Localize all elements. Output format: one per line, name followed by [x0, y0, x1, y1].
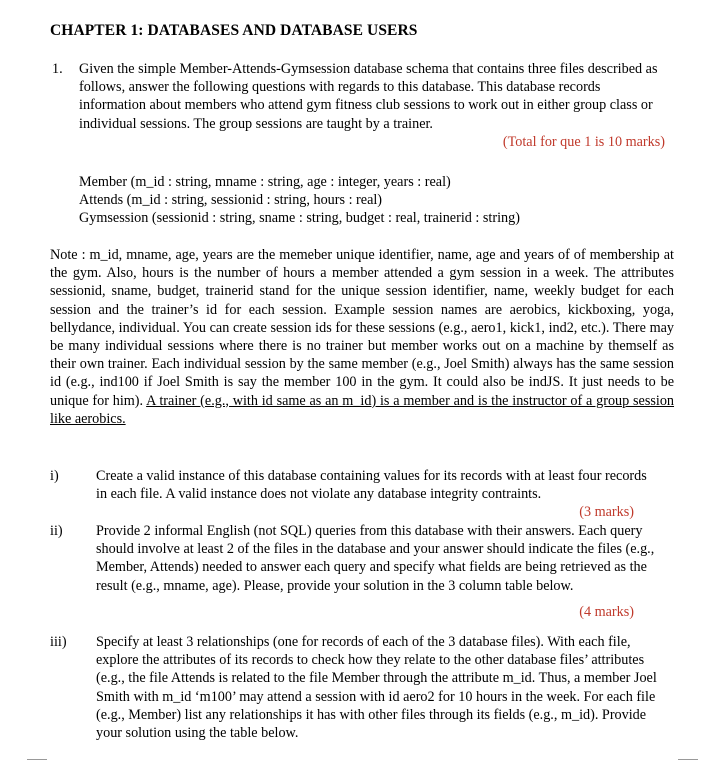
- table-edge-left: [27, 759, 47, 760]
- sub-question-text: Specify at least 3 relationships (one for records of each of the 3 database files). With each file, explore the attributes of its records to check how they relate to the other database files’ attributes (e.g., the file Attends is related to the file Member through the attribute m_id. Thus, a member Joel Smith with m_id ‘m100’ may attend a session with id aero2 for 10 hours in the week. For each file (e.g., Member) list any relationships it has with other files through its fields (e.g., m_id). Provide your solution using the table below.: [96, 634, 657, 742]
- sub-question-i: [50, 467, 662, 522]
- note-paragraph: [50, 246, 674, 428]
- chapter-title: CHAPTER 1: DATABASES AND DATABASE USERS: [50, 22, 418, 39]
- sub-question-text: Create a valid instance of this database containing values for its records with at least four records in each file. A valid instance does not violate any database integrity contraints.: [96, 468, 647, 503]
- table-edge-right: [678, 759, 698, 760]
- question-number: 1.: [52, 61, 63, 77]
- question-1: [52, 60, 692, 151]
- sub-question-text: Provide 2 informal English (not SQL) queries from this database with their answers. Each query should involve at least 2 of the files in the database and your answer should indicate the files (e.g., Member, Attends) needed to answer each query and specify what fields are being retrieved as the result (e.g., mname, age). Please, provide your solution in the 3 column table below.: [96, 523, 655, 594]
- note-trainer-text: A trainer (e.g., with id same as an m_id) is a member and is the instructor of a group session like aerobics.: [50, 392, 675, 427]
- schema-definition: [79, 173, 520, 228]
- sub-question-number: i): [50, 468, 59, 484]
- sub-question-ii: [50, 522, 662, 621]
- schema-gymsession: Gymsession (sessionid : string, sname : string, budget : real, trainerid : string): [79, 210, 520, 227]
- sub-question-number: ii): [50, 523, 63, 539]
- sub-question-number: iii): [50, 634, 67, 650]
- schema-member: Member (m_id : string, mname : string, age : integer, years : real): [79, 174, 451, 190]
- sub-question-iii: [50, 633, 662, 742]
- note-text: Note : m_id, mname, age, years are the memeber unique identifier, name, age and years of of membership at the gym. Also, hours is the number of hours a member attended a gym session in a week. The attributes sessionid, sname, budget, trainerid stand for the unique session identifier, name, weekly budget for each session and the trainer’s id for each session. Example session names are aerobics, kickboxing, yoga, bellydance, individual. You can create session ids for these sessions (e.g., aero1, kick1, ind2, etc.). There may be many individual sessions where there is no trainer but member works out on a machine by themself as their own trainer. Each individual session by the same member (e.g., Joel Smith) always has the same session id (e.g., ind100 if Joel Smith is say the member 100 in the gym. It could also be indJS. It just needs to be unique for him).: [50, 247, 674, 409]
- sub-question-marks: (4 marks): [579, 603, 634, 620]
- question-1-marks: (Total for que 1 is 10 marks): [502, 133, 665, 150]
- sub-question-marks: (3 marks): [579, 504, 634, 521]
- schema-attends: Attends (m_id : string, sessionid : string, hours : real): [79, 192, 383, 209]
- question-1-text: Given the simple Member-Attends-Gymsession database schema that contains three files described as follows, answer the following questions with regards to this database. This database records information about members who attend gym fitness club sessions to work out in either group class or individual sessions. The group sessions are taught by a trainer.: [79, 61, 658, 132]
